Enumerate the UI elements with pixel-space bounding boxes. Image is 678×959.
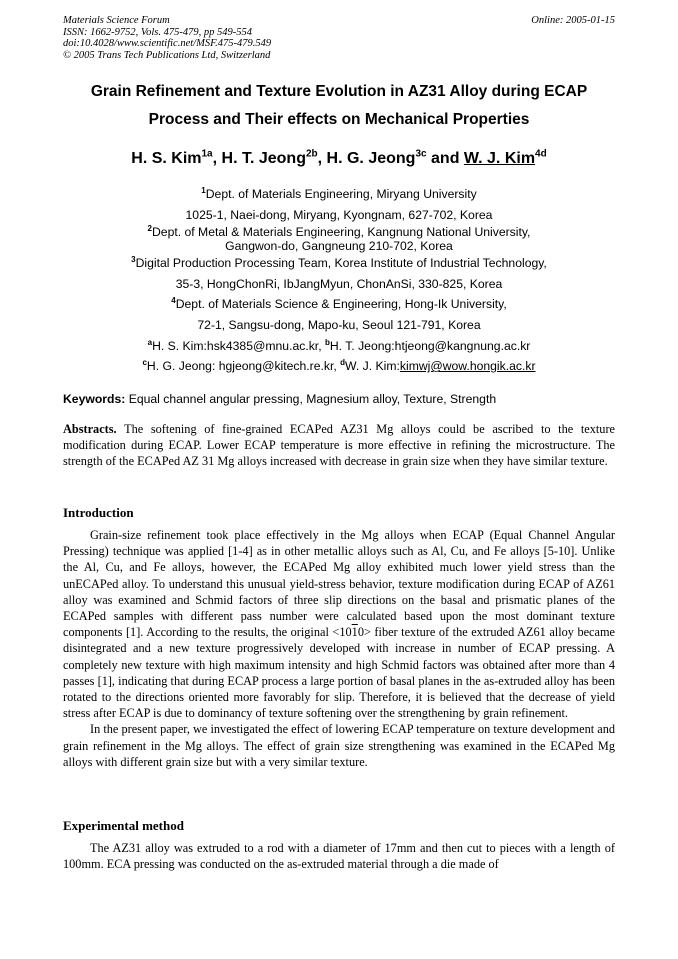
email-line-2 — [63, 356, 615, 377]
abstract-label: Abstracts. — [63, 422, 117, 436]
email-a-mark: a — [147, 337, 153, 347]
intro-p1-part-b: 0> fiber texture of the extruded AZ61 alloy became disintegrated and a new texture progressively developed with increase in number of ECAP pressing. A completely new texture with high maximum intensity and high Schmid factors was obtained after more than 4 passes [1], indicating that during ECAP process a large portion of basal planes in the as-extruded alloy has been rotated to the directions oriented more favorably for slip. Therefore, it is believed that the decrease of yield stress after ECAP is due to dominancy of texture softening over the strengthening by grain refinement. — [63, 625, 615, 721]
affiliation-2-text: Dept. of Metal & Materials Engineering, Kangnung National University, — [151, 225, 531, 240]
experimental-heading: Experimental method — [63, 818, 184, 833]
affiliation-4-mark: 4 — [171, 296, 176, 306]
keywords — [63, 391, 623, 407]
email-d-link[interactable]: kimwj@wow.hongik.ac.kr — [399, 359, 536, 374]
online-date: Online: 2005-01-15 — [531, 15, 615, 26]
author-4: W. J. Kim — [463, 150, 536, 167]
email-b-mark: b — [324, 337, 330, 347]
author-1: H. S. Kim — [131, 150, 202, 167]
journal-header — [63, 15, 615, 61]
journal-name: Materials Science Forum — [63, 15, 170, 26]
keywords-label: Keywords: — [63, 392, 126, 406]
author-conjunction: and — [431, 150, 460, 167]
affiliation-2 — [63, 225, 615, 239]
experimental-paragraph-1: The AZ31 alloy was extruded to a rod with a diameter of 17mm and then cut to pieces with a length of 100mm. ECA pressing was conducted on the as-extruded material through a die made of — [63, 841, 615, 872]
affiliation-3 — [63, 253, 615, 274]
author-3-mark: 3c — [415, 148, 427, 160]
copyright-line: © 2005 Trans Tech Publications Ltd, Switzerland — [63, 49, 271, 61]
experimental-body — [63, 840, 615, 872]
author-2: H. T. Jeong — [221, 150, 306, 167]
affiliation-3-text: Digital Production Processing Team, Korea Institute of Industrial Technology, — [135, 256, 547, 271]
intro-p1-part-a: Grain-size refinement took place effectively in the Mg alloys when ECAP (Equal Channel Angular Pressing) technique was applied [1-4] as in other metallic alloys such as Al, Cu, and Fe alloys [5-10]. Unlike the Al, Cu, and Fe alloys, however, the ECAPed Mg alloy exhibited much lower yield stress than the unECAPed alloy. To understand this unusual yield-stress behavior, texture modification during ECAP of AZ61 alloy was examined and Schmid factors of three slip directions on the basal and prismatic planes of the ECAPed samples with different pass number were calculated based upon the most dominant texture components [1]. According to the results, the original <10 — [63, 528, 615, 640]
affiliation-3-mark: 3 — [131, 255, 136, 265]
title-line-2: Process and Their effects on Mechanical Properties — [148, 111, 530, 128]
author-1-mark: 1a — [201, 148, 213, 160]
introduction-body — [63, 527, 615, 770]
paper-title — [63, 78, 615, 134]
email-a: H. S. Kim:hsk4385@mnu.ac.kr, — [152, 338, 325, 353]
affiliation-3-address: 35-3, HongChonRi, IbJangMyun, ChonAnSi, 330-825, Korea — [175, 276, 503, 291]
author-list: H. S. Kim$^{1a}$, H. T. Jeong$^{2b}$, H. G. Jeong$^{3c}$ and W. J. Kim$^{4d}$ — [131, 148, 547, 167]
abstract — [63, 421, 615, 470]
author-4-mark: 4d — [535, 148, 547, 160]
issn-line: ISSN: 1662-9752, Vols. 475-479, pp 549-554 — [63, 26, 252, 38]
email-c: H. G. Jeong: hgjeong@kitech.re.kr, — [146, 359, 341, 374]
introduction-paragraph-2: In the present paper, we investigated the effect of lowering ECAP temperature on texture development and grain refinement in the Mg alloys. The effect of grain size strengthening was examined in the ECAPed Mg alloys with different grain size but with a very similar texture. — [63, 722, 615, 769]
affiliation-4 — [63, 294, 615, 315]
title-line-1: Grain Refinement and Texture Evolution in AZ31 Alloy during ECAP — [90, 83, 588, 100]
email-c-mark: c — [142, 358, 147, 368]
doi-line: doi:10.4028/www.scientific.net/MSF.475-479.549 — [63, 38, 272, 49]
affiliations — [63, 184, 615, 377]
affiliation-1-address: 1025-1, Naei-dong, Miryang, Kyongnam, 627-702, Korea — [185, 207, 493, 222]
email-d-label: W. J. Kim: — [345, 359, 400, 374]
introduction-paragraph-1 — [63, 527, 615, 721]
introduction-heading: Introduction — [63, 505, 134, 520]
author-3: H. G. Jeong — [326, 150, 416, 167]
email-d-mark: d — [340, 358, 346, 368]
email-line-1 — [63, 336, 615, 357]
affiliation-1-mark: 1 — [201, 185, 206, 195]
affiliation-2-address: Gangwon-do, Gangneung 210-702, Korea — [225, 239, 453, 254]
email-b: H. T. Jeong:htjeong@kangnung.ac.kr — [329, 338, 531, 353]
abstract-text: The softening of fine-grained ECAPed AZ31 Mg alloys could be ascribed to the texture modification during ECAP. Lower ECAP temperature is more effective in refining the microstructure. The strength of the ECAPed AZ 31 Mg alloys increased with decrease in grain size when they have similar texture. — [63, 422, 615, 469]
affiliation-2-mark: 2 — [147, 224, 152, 234]
affiliation-1 — [63, 184, 615, 205]
author-2-mark: 2b — [305, 148, 318, 160]
miller-index-bar: 1 — [351, 625, 358, 640]
affiliation-4-text: Dept. of Materials Science & Engineering, Hong-Ik University, — [175, 297, 507, 312]
affiliation-1-text: Dept. of Materials Engineering, Miryang University — [205, 187, 477, 201]
keywords-text: Equal channel angular pressing, Magnesium alloy, Texture, Strength — [125, 392, 497, 406]
affiliation-4-address: 72-1, Sangsu-dong, Mapo-ku, Seoul 121-791, Korea — [197, 317, 481, 332]
